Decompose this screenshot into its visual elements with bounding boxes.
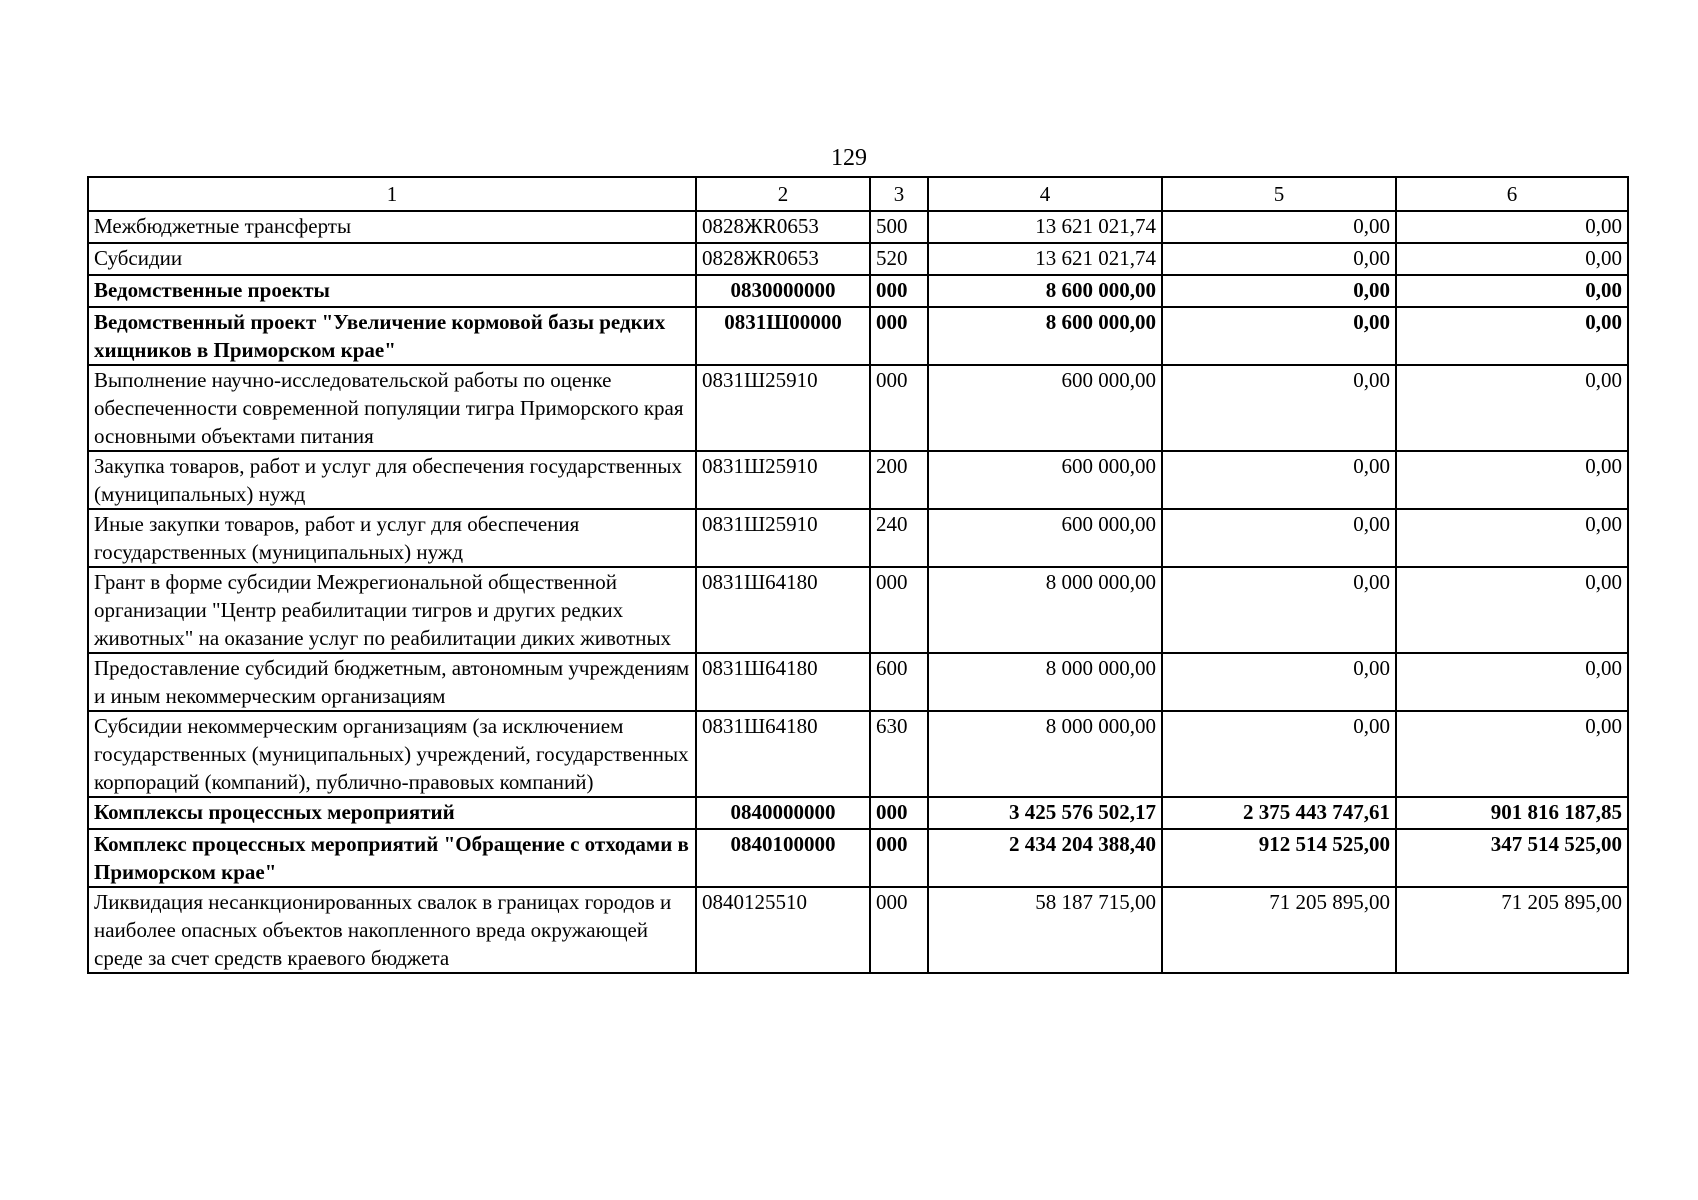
table-row [88, 451, 1628, 509]
row-amount-col5-cell: 0,00 [1162, 509, 1396, 567]
row-amount-col6-cell: 0,00 [1396, 711, 1628, 797]
table-row [88, 887, 1628, 973]
table-row [88, 275, 1628, 307]
row-amount-col6-cell: 0,00 [1396, 509, 1628, 567]
row-name-cell: Иные закупки товаров, работ и услуг для обеспечения государственных (муниципальных) нужд [88, 509, 696, 567]
row-amount-col5-cell: 912 514 525,00 [1162, 829, 1396, 887]
row-amount-col5-cell: 2 375 443 747,61 [1162, 797, 1396, 829]
row-amount-col6-cell: 0,00 [1396, 211, 1628, 243]
row-amount-col4-cell: 2 434 204 388,40 [928, 829, 1162, 887]
row-amount-col5-cell: 0,00 [1162, 711, 1396, 797]
row-amount-col5-cell: 0,00 [1162, 307, 1396, 365]
row-code-cell: 0831Ш00000 [696, 307, 870, 365]
budget-table [87, 176, 1629, 974]
column-header-2: 2 [696, 177, 870, 211]
row-name-cell: Субсидии [88, 243, 696, 275]
table-row [88, 653, 1628, 711]
row-amount-col5-cell: 0,00 [1162, 365, 1396, 451]
row-amount-col6-cell: 901 816 187,85 [1396, 797, 1628, 829]
row-code-cell: 0831Ш64180 [696, 711, 870, 797]
row-code-cell: 0831Ш64180 [696, 567, 870, 653]
row-code-cell: 0840125510 [696, 887, 870, 973]
row-amount-col4-cell: 8 000 000,00 [928, 711, 1162, 797]
row-amount-col4-cell: 8 000 000,00 [928, 567, 1162, 653]
row-amount-col4-cell: 8 600 000,00 [928, 275, 1162, 307]
table-row [88, 243, 1628, 275]
column-header-5: 5 [1162, 177, 1396, 211]
row-name-cell: Ликвидация несанкционированных свалок в границах городов и наиболее опасных объектов накопленного вреда окружающей среде за счет средств краевого бюджета [88, 887, 696, 973]
row-expense-type-cell: 000 [870, 307, 928, 365]
column-header-4: 4 [928, 177, 1162, 211]
row-amount-col4-cell: 600 000,00 [928, 509, 1162, 567]
row-expense-type-cell: 000 [870, 275, 928, 307]
table-row [88, 211, 1628, 243]
row-name-cell: Ведомственный проект "Увеличение кормовой базы редких хищников в Приморском крае" [88, 307, 696, 365]
row-name-cell: Комплекс процессных мероприятий "Обращение с отходами в Приморском крае" [88, 829, 696, 887]
row-name-cell: Предоставление субсидий бюджетным, автономным учреждениям и иным некоммерческим организациям [88, 653, 696, 711]
table-body [88, 211, 1628, 973]
row-code-cell: 0830000000 [696, 275, 870, 307]
row-amount-col4-cell: 3 425 576 502,17 [928, 797, 1162, 829]
row-amount-col4-cell: 8 000 000,00 [928, 653, 1162, 711]
row-name-cell: Закупка товаров, работ и услуг для обеспечения государственных (муниципальных) нужд [88, 451, 696, 509]
row-amount-col4-cell: 58 187 715,00 [928, 887, 1162, 973]
table-row [88, 829, 1628, 887]
row-name-cell: Субсидии некоммерческим организациям (за исключением государственных (муниципальных) учреждений, государственных корпораций (компаний), публично-правовых компаний) [88, 711, 696, 797]
row-code-cell: 0831Ш25910 [696, 451, 870, 509]
row-expense-type-cell: 200 [870, 451, 928, 509]
row-amount-col4-cell: 600 000,00 [928, 365, 1162, 451]
row-amount-col5-cell: 71 205 895,00 [1162, 887, 1396, 973]
row-expense-type-cell: 000 [870, 567, 928, 653]
row-name-cell: Грант в форме субсидии Межрегиональной общественной организации "Центр реабилитации тигров и других редких животных" на оказание услуг по реабилитации диких животных [88, 567, 696, 653]
row-amount-col5-cell: 0,00 [1162, 243, 1396, 275]
row-name-cell: Межбюджетные трансферты [88, 211, 696, 243]
row-amount-col5-cell: 0,00 [1162, 451, 1396, 509]
row-expense-type-cell: 520 [870, 243, 928, 275]
table-row [88, 711, 1628, 797]
row-amount-col6-cell: 0,00 [1396, 653, 1628, 711]
table-row [88, 797, 1628, 829]
row-expense-type-cell: 500 [870, 211, 928, 243]
row-code-cell: 0840000000 [696, 797, 870, 829]
table-header-row [88, 177, 1628, 211]
column-header-3: 3 [870, 177, 928, 211]
row-amount-col6-cell: 347 514 525,00 [1396, 829, 1628, 887]
row-code-cell: 0840100000 [696, 829, 870, 887]
column-header-1: 1 [88, 177, 696, 211]
row-amount-col6-cell: 0,00 [1396, 451, 1628, 509]
row-amount-col5-cell: 0,00 [1162, 567, 1396, 653]
row-amount-col6-cell: 0,00 [1396, 243, 1628, 275]
row-amount-col6-cell: 71 205 895,00 [1396, 887, 1628, 973]
row-amount-col4-cell: 600 000,00 [928, 451, 1162, 509]
row-code-cell: 0831Ш25910 [696, 365, 870, 451]
column-header-6: 6 [1396, 177, 1628, 211]
row-expense-type-cell: 000 [870, 887, 928, 973]
row-code-cell: 0831Ш25910 [696, 509, 870, 567]
row-expense-type-cell: 240 [870, 509, 928, 567]
table-row [88, 509, 1628, 567]
row-amount-col4-cell: 13 621 021,74 [928, 211, 1162, 243]
row-name-cell: Комплексы процессных мероприятий [88, 797, 696, 829]
row-expense-type-cell: 000 [870, 365, 928, 451]
row-expense-type-cell: 600 [870, 653, 928, 711]
row-expense-type-cell: 630 [870, 711, 928, 797]
row-amount-col6-cell: 0,00 [1396, 275, 1628, 307]
row-amount-col6-cell: 0,00 [1396, 567, 1628, 653]
table-row [88, 365, 1628, 451]
row-amount-col4-cell: 8 600 000,00 [928, 307, 1162, 365]
row-expense-type-cell: 000 [870, 829, 928, 887]
row-name-cell: Выполнение научно-исследовательской работы по оценке обеспеченности современной популяции тигра Приморского края основными объектами питания [88, 365, 696, 451]
row-amount-col6-cell: 0,00 [1396, 307, 1628, 365]
row-code-cell: 0831Ш64180 [696, 653, 870, 711]
table-row [88, 307, 1628, 365]
row-amount-col5-cell: 0,00 [1162, 211, 1396, 243]
row-code-cell: 0828ЖR0653 [696, 243, 870, 275]
row-name-cell: Ведомственные проекты [88, 275, 696, 307]
page-number: 129 [831, 145, 867, 171]
table-row [88, 567, 1628, 653]
row-amount-col4-cell: 13 621 021,74 [928, 243, 1162, 275]
row-amount-col5-cell: 0,00 [1162, 653, 1396, 711]
row-amount-col6-cell: 0,00 [1396, 365, 1628, 451]
row-code-cell: 0828ЖR0653 [696, 211, 870, 243]
row-amount-col5-cell: 0,00 [1162, 275, 1396, 307]
row-expense-type-cell: 000 [870, 797, 928, 829]
